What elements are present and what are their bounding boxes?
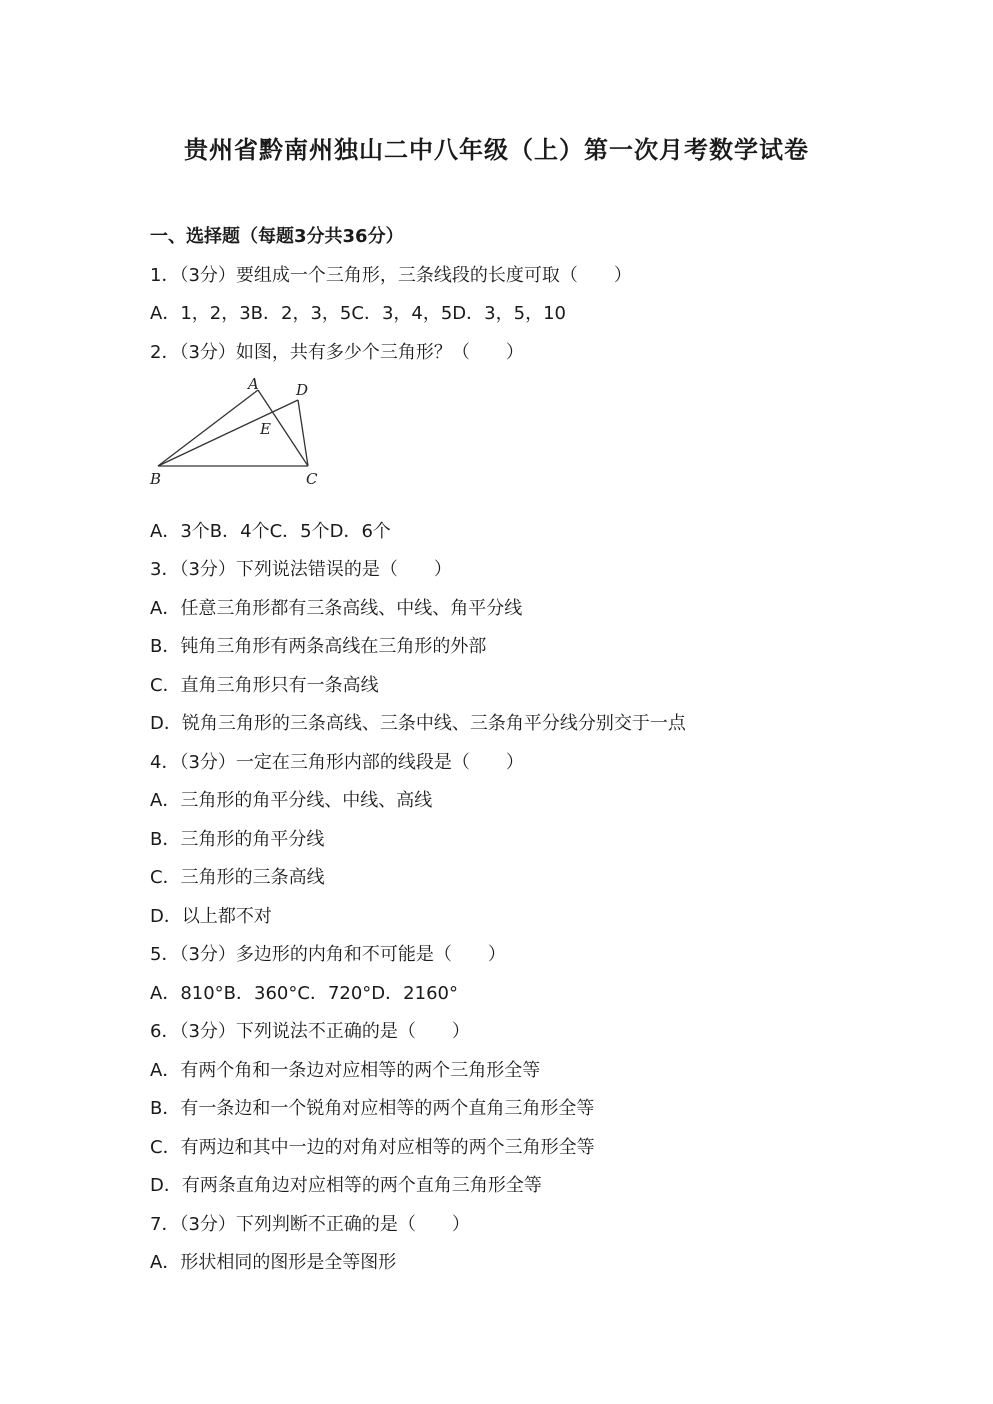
triangle-figure xyxy=(145,372,335,492)
question-6-option-b: B．有一条边和一个锐角对应相等的两个直角三角形全等 xyxy=(150,1098,595,1119)
label-e: E xyxy=(260,420,271,438)
question-4-option-c: C．三角形的三条高线 xyxy=(150,867,325,888)
question-6-option-d: D．有两条直角边对应相等的两个直角三角形全等 xyxy=(150,1175,542,1196)
question-7-option-a: A．形状相同的图形是全等图形 xyxy=(150,1252,397,1273)
segment-dc xyxy=(298,400,308,466)
question-7-stem: 7．（3分）下列判断不正确的是（ ） xyxy=(150,1214,470,1235)
question-4-option-d: D．以上都不对 xyxy=(150,906,272,927)
question-6-option-a: A．有两个角和一条边对应相等的两个三角形全等 xyxy=(150,1060,541,1081)
question-3-option-a: A．任意三角形都有三条高线、中线、角平分线 xyxy=(150,598,523,619)
question-5-options: A．810°B．360°C．720°D．2160° xyxy=(150,983,458,1004)
question-6-stem: 6．（3分）下列说法不正确的是（ ） xyxy=(150,1021,470,1042)
question-4-option-a: A．三角形的角平分线、中线、高线 xyxy=(150,790,433,811)
question-1-options: A．1，2，3B．2，3，5C．3，4，5D．3，5，10 xyxy=(150,303,566,324)
segment-ba xyxy=(158,390,258,466)
label-d: D xyxy=(296,381,309,399)
page-title: 贵州省黔南州独山二中八年级（上）第一次月考数学试卷 xyxy=(184,135,809,164)
section-heading: 一、选择题（每题3分共36分） xyxy=(150,226,404,247)
question-3-option-b: B．钝角三角形有两条高线在三角形的外部 xyxy=(150,636,487,657)
segment-bd xyxy=(158,400,298,466)
question-3-stem: 3．（3分）下列说法错误的是（ ） xyxy=(150,559,452,580)
question-4-option-b: B．三角形的角平分线 xyxy=(150,829,325,850)
question-2-stem: 2．（3分）如图，共有多少个三角形？（ ） xyxy=(150,342,524,363)
question-5-stem: 5．（3分）多边形的内角和不可能是（ ） xyxy=(150,944,506,965)
label-a: A xyxy=(248,375,259,393)
question-1-stem: 1．（3分）要组成一个三角形，三条线段的长度可取（ ） xyxy=(150,265,632,286)
question-3-option-d: D．锐角三角形的三条高线、三条中线、三条角平分线分别交于一点 xyxy=(150,713,686,734)
label-b: B xyxy=(150,470,162,488)
triangle-diagram xyxy=(145,372,335,492)
label-c: C xyxy=(306,470,318,488)
question-4-stem: 4．（3分）一定在三角形内部的线段是（ ） xyxy=(150,752,524,773)
question-2-options: A．3个B．4个C．5个D．6个 xyxy=(150,521,391,542)
question-6-option-c: C．有两边和其中一边的对角对应相等的两个三角形全等 xyxy=(150,1137,595,1158)
question-3-option-c: C．直角三角形只有一条高线 xyxy=(150,675,379,696)
